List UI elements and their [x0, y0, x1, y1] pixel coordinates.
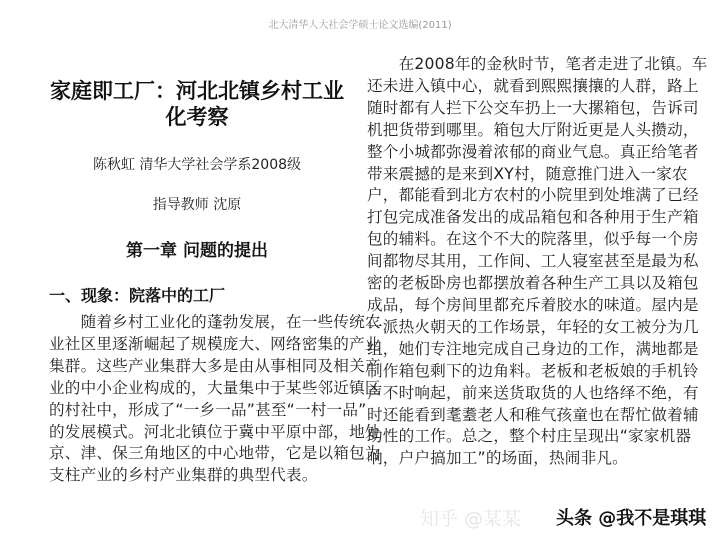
text-line: 支柱产业的乡村产业集群的典型代表。	[49, 466, 318, 485]
text-line: 业社区里逐渐崛起了规模庞大、网络密集的产业	[49, 334, 381, 353]
text-line: 助性的工作。总之，整个村庄呈现出“家家机器	[367, 427, 692, 446]
text-line: 打包完成准备发出的成品箱包和各种用于生产箱	[367, 208, 699, 227]
advisor-line: 指导教师 沈原	[152, 197, 242, 213]
text-line: 的发展模式。河北北镇位于冀中平原中部，地处	[49, 422, 381, 441]
chapter-heading: 第一章 问题的提出	[126, 241, 268, 261]
right-column	[367, 54, 708, 470]
left-column	[49, 78, 381, 487]
text-line: 响，户户搞加工”的场面，热闹非凡。	[367, 449, 628, 468]
paper-title-line: 家庭即工厂：河北北镇乡村工业	[50, 79, 344, 103]
text-line: 一派热火朝天的工作场景，年轻的女工被分为几	[367, 317, 699, 336]
watermark-zhihu: 知乎 @某某	[420, 508, 522, 530]
text-line: 随时都有人拦下公交车扔上一大摞箱包，告诉司	[367, 98, 699, 117]
running-header: 北大清华人大社会学硕士论文选编(2011)	[268, 20, 452, 31]
text-line: 在2008年的金秋时节，笔者走进了北镇。车	[367, 55, 708, 73]
text-line: 间都物尽其用，工作间、工人寝室甚至是最为私	[367, 252, 699, 271]
right-paragraph	[367, 54, 708, 470]
watermark-toutiao: 头条 @我不是琪琪	[556, 508, 707, 529]
text-line: 京、津、保三角地区的中心地带，它是以箱包为	[49, 444, 381, 463]
paper-title-line: 化考察	[165, 105, 229, 129]
section-heading: 一、现象：院落中的工厂	[49, 286, 226, 305]
text-line: 整个小城都弥漫着浓郁的商业气息。真正给笔者	[367, 142, 699, 161]
text-line: 还未进入镇中心，就看到熙熙攘攘的人群，路上	[367, 76, 699, 95]
text-line: 的村社中，形成了“一乡一品”甚至“一村一品”	[49, 400, 367, 419]
text-line: 成品，每个房间里都充斥着胶水的味道。屋内是	[367, 295, 699, 314]
text-line: 随着乡村工业化的蓬勃发展，在一些传统农	[49, 313, 381, 331]
text-line: 制作箱包剩下的边角料。老板和老板娘的手机铃	[367, 361, 699, 380]
text-line: 集群。这些产业集群大多是由从事相同及相关产	[49, 356, 381, 375]
text-line: 时还能看到耄耋老人和稚气孩童也在帮忙做着辅	[367, 405, 699, 424]
text-line: 包的辅料。在这个不大的院落里，似乎每一个房	[367, 230, 699, 249]
text-line: 带来震撼的是来到XY村，随意推门进入一家农	[367, 164, 688, 183]
text-line: 户，都能看到北方农村的小院里到处堆满了已经	[367, 186, 699, 205]
left-paragraph	[49, 312, 381, 487]
text-line: 机把货带到哪里。箱包大厅附近更是人头攒动，	[367, 120, 699, 139]
text-line: 密的老板卧房也都摆放着各种生产工具以及箱包	[367, 274, 699, 293]
text-line: 业的中小企业构成的，大量集中于某些邻近镇区	[49, 378, 381, 397]
text-line: 声不时响起，前来送货取货的人也络绎不绝，有	[367, 383, 699, 402]
text-line: 组，她们专注地完成自己身边的工作，满地都是	[367, 339, 699, 358]
author-line: 陈秋虹 清华大学社会学系2008级	[92, 157, 302, 173]
